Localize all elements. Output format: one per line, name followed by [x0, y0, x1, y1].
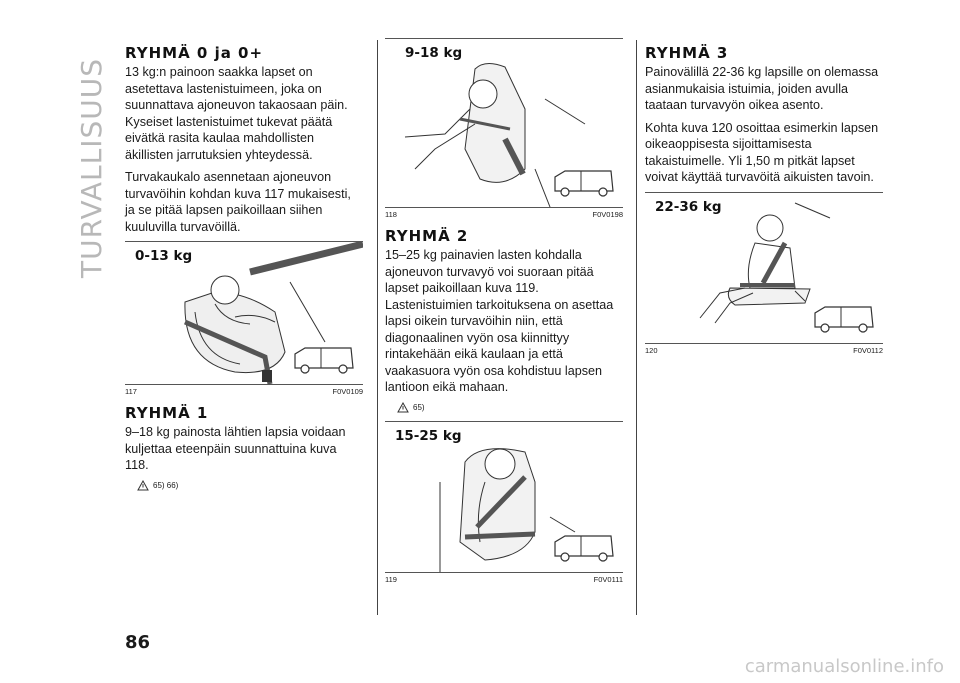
- column-3: [645, 38, 883, 363]
- section-title-vertical: TURVALLISUUS: [75, 58, 108, 279]
- column-divider: [636, 40, 637, 615]
- paragraph: 9–18 kg painosta lähtien lapsia voidaan kuljettaa eteenpäin suunnattuina kuva 118.: [125, 425, 346, 472]
- column-divider: [377, 40, 378, 615]
- figure-number: 118: [385, 210, 397, 219]
- figure-code: F0V0198: [592, 210, 623, 219]
- figure-120: [645, 192, 883, 344]
- figure-117: [125, 241, 363, 385]
- warning-reference: [137, 480, 363, 491]
- column-2: [385, 38, 623, 592]
- figure-label: 15-25 kg: [395, 427, 462, 444]
- figure-caption: [645, 346, 883, 355]
- figure-code: F0V0112: [853, 345, 883, 355]
- heading-group-1: RYHMÄ 1: [125, 404, 209, 422]
- heading-group-3: RYHMÄ 3: [645, 44, 729, 62]
- figure-label: 22-36 kg: [655, 198, 722, 215]
- heading-group-2: RYHMÄ 2: [385, 227, 469, 245]
- page-number: 86: [125, 632, 151, 653]
- paragraph: Kohta kuva 120 osoittaa esimerkin lapsen oikeaoppisesta sijoittamisesta takaistuimelle. Yli 1,50 m pitkät lapset voivat käyttää turvavöitä aikuisten tavoin.: [645, 120, 879, 184]
- figure-caption: [385, 210, 623, 219]
- car-icon: [291, 344, 357, 378]
- car-icon: [811, 303, 877, 337]
- figure-number: 117: [125, 387, 137, 396]
- warning-notes: 65): [413, 402, 425, 412]
- figure-caption: [125, 387, 363, 396]
- column-1: [125, 38, 363, 499]
- figure-label: 9-18 kg: [405, 45, 463, 61]
- figure-code: F0V0111: [593, 574, 623, 584]
- warning-triangle-icon: [397, 402, 409, 413]
- heading-group-0: RYHMÄ 0 ja 0+: [125, 44, 264, 62]
- figure-119: [385, 421, 623, 573]
- paragraph: Painovälillä 22-36 kg lapsille on olemassa asianmukaisia istuimia, joiden avulla taataan turvavyön oikea asento.: [645, 65, 879, 112]
- figure-number: 119: [385, 574, 397, 584]
- figure-number: 120: [645, 345, 658, 355]
- figure-caption: [385, 575, 623, 584]
- watermark: carmanualsonline.info: [744, 656, 944, 677]
- figure-label: 0-13 kg: [135, 248, 193, 264]
- warning-triangle-icon: [137, 480, 149, 491]
- warning-reference: [397, 402, 623, 413]
- paragraph: 15–25 kg painavien lasten kohdalla ajoneuvon turvavyö voi suoraan pitää lapset paikoillaan kuva 119. Lastenistuimien tarkoituksena on asettaa lapsi oikein turvavöihin niin, että diagonaalinen vyön osa kiinnittyy rintakehään eikä kaulaan ja että vaakasuora vyön osa kohdistuu lapsen lantioon eikä mahaan.: [385, 248, 614, 394]
- warning-notes: 65) 66): [153, 480, 179, 490]
- figure-118: [385, 38, 623, 208]
- figure-code: F0V0109: [332, 387, 363, 396]
- car-icon: [551, 532, 617, 566]
- car-icon: [551, 167, 617, 201]
- paragraph: Turvakaukalo asennetaan ajoneuvon turvavöihin kohdan kuva 117 mukaisesti, ja se pitää lapsen paikoillaan siihen kuuluvilla turvavöillä.: [125, 170, 351, 234]
- paragraph: 13 kg:n painoon saakka lapset on asetettava lastenistuimeen, joka on suunnattava ajoneuvon takaosaan päin. Kyseiset lastenistuimet tukevat päätä eivätkä rasita kaulaa mahdollisten äkillisten jarrutuksien yhteydessä.: [125, 65, 348, 162]
